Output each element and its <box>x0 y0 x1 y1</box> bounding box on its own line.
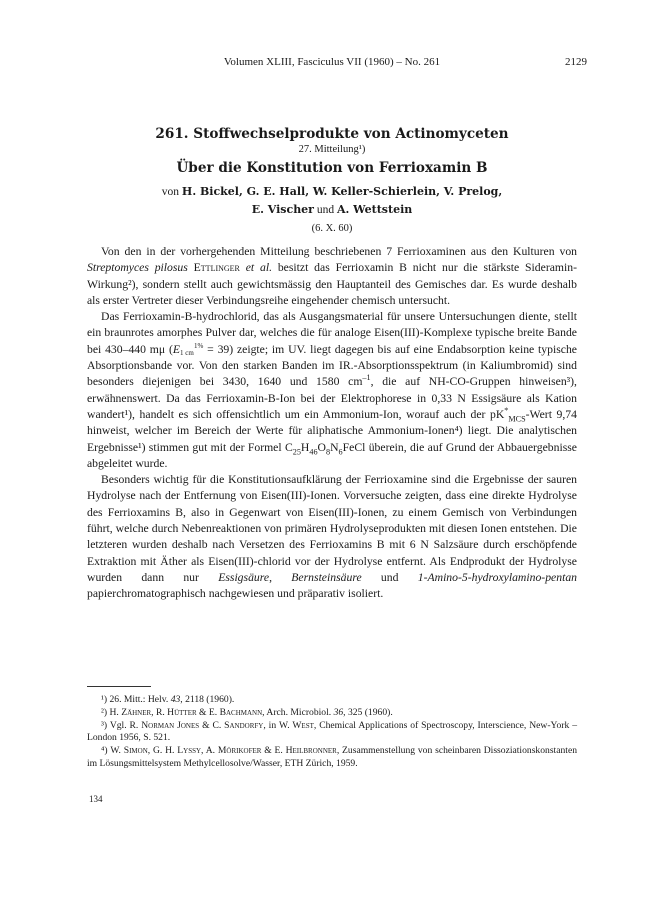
footnote-1 <box>87 694 577 707</box>
p2-text-a: Das Ferrioxamin-B-hydrochlorid, das als Ausgangsmaterial für unsere Untersuchungen diente, stellt ein braunrotes amorphes Pulver dar, welches die für analoge Eisen(III)-Komplexe typische breite Bande bei 430–440 mμ ( <box>87 310 577 356</box>
fn1-volume: 43 <box>170 694 181 705</box>
authors-prefix: von <box>161 186 180 198</box>
footnote-2 <box>87 707 577 720</box>
paragraph-1 <box>87 244 577 309</box>
product-succinic-acid: Bernsteinsäure <box>291 570 362 584</box>
formula-o: O <box>317 440 326 454</box>
formula-h: H <box>300 440 310 454</box>
p1-text-a: Von den in der vorhergehenden Mitteilung beschriebenen 7 Ferrioxaminen aus den Kulturen von <box>101 245 577 258</box>
running-head: Volumen XLIII, Fasciculus VII (1960) – No. 261 <box>223 56 441 68</box>
formula-c-count: 25 <box>292 446 301 456</box>
footnote-mark: ¹) <box>101 694 108 705</box>
formula-h-count: 46 <box>309 446 318 456</box>
authors-line-2 <box>87 201 577 219</box>
fn1-text-a: 26. Mitt.: Helv. <box>109 694 171 705</box>
pk-asterisk: * <box>504 406 509 416</box>
formula-n-count: 6 <box>338 446 343 456</box>
paragraph-2 <box>87 309 577 472</box>
body-text <box>87 244 577 603</box>
formula-rest: FeCl <box>342 440 366 454</box>
extinction-sup: 1% <box>194 342 204 351</box>
p3-text-b: , <box>269 570 292 584</box>
signature-mark: 134 <box>89 794 103 804</box>
authors-names-1: H. Bickel, G. E. Hall, W. Keller-Schierlein, V. Prelog, <box>181 185 503 198</box>
fn3-text-c: , Chemical Applications of Spectroscopy, Interscience, New-York – London 1956, S. 521. <box>87 719 577 744</box>
page <box>87 0 587 912</box>
p1-text-d: besitzt das Ferrioxamin B nicht nur die stärkste Sideramin-Wirkung²), sondern stellt auch gewichtsmässig den Hauptanteil des Gemisches dar. Es wurde deshalb als erster Vertreter dieser Verbindungsreihe eingehender chemisch untersucht. <box>87 261 577 307</box>
pk-subscript: MCS <box>508 414 526 424</box>
fn1-text-b: , 2118 (1960). <box>180 694 235 705</box>
p2-text-d: -Wert 9,74 hinweist, welcher im Bereich der Werte für aliphatische Ammonium-Ionen⁴) liegt. Die analytischen Ergebnisse¹) stimmen gut mit der Formel C <box>87 407 577 454</box>
p3-text-d: papierchromatographisch nachgewiesen und präparativ isoliert. <box>87 587 384 601</box>
extinction-symbol: E <box>172 342 181 356</box>
page-number: 2129 <box>565 56 587 68</box>
footnotes <box>87 694 577 771</box>
formula-o-count: 8 <box>326 446 331 456</box>
authors-line-1 <box>87 183 577 201</box>
footnote-3 <box>87 720 577 746</box>
title-block <box>87 125 577 234</box>
p2-text-e: überein, die auf Grund der Abbauergebnisse abgeleitet wurde. <box>87 440 577 470</box>
product-aminopentane: 1-Amino-5-hydroxylamino-pentan <box>417 570 578 584</box>
fn3-text-b: , in <box>263 719 280 731</box>
product-acetic-acid: Essigsäure <box>218 570 270 584</box>
fn2-volume: 36 <box>333 706 344 718</box>
authors-name-wettstein: A. Wettstein <box>336 203 413 216</box>
footnote-mark: ⁴) <box>101 745 108 757</box>
series-note: 27. Mitteilung¹) <box>298 144 366 155</box>
footnote-rule <box>87 686 151 687</box>
wavenumber-exponent: –1 <box>362 373 371 383</box>
extinction-indices <box>180 343 203 357</box>
fn2-text-a: , Arch. Microbiol. <box>262 706 334 718</box>
fn4-text-a: , Zusammenstellung von scheinbaren Dissoziationskonstanten im Lösungsmittelsystem Methylcellosolve/Wasser, ETH Zürich, 1959. <box>87 745 577 769</box>
p3-text-c: und <box>361 570 418 584</box>
authors-und: und <box>316 204 335 216</box>
p2-text-c: , die auf NH-CO-Gruppen hinweisen³), erwähnenswert. Da das Ferrioxamin-B-Ion bei der Elektrophorese in 0,33 N Essigsäure als Kation wandert¹), handelt es sich offensichtlich um ein Ammonium-Ion, worauf auch der pK <box>87 375 577 421</box>
paragraph-3 <box>87 472 577 602</box>
footnote-4 <box>87 745 577 771</box>
fn3-authors: R. Norman Jones & C. Sandorfy <box>129 719 264 731</box>
footnote-mark: ³) <box>101 719 108 731</box>
cited-author: Ettlinger <box>193 261 240 275</box>
p3-text-a: Besonders wichtig für die Konstitutionsaufklärung der Ferrioxamine sind die Ergebnisse der sauren Hydrolyse nach der Entfernung von Eisen(III)-Ionen. Vorversuche zeigten, dass eine direkte Hydrolyse des Ferrioxamins B, also in Gegenwart von Eisen(III)-Ionen, zu einem Gemisch von Verbindungen führt, welche durch Nebenreaktionen von primären Hydrolyseprodukten mit diesen Ionen entstehen. Die letzteren wurden deshalb nach Versetzen des Ferrioxamins B mit 6 N Salzsäure durch erschöpfende Extraktion mit Äther als Eisen(III)-chlorid vor der Hydrolyse entfernt. Als Endprodukt der Hydrolyse wurden dann nur <box>87 473 577 584</box>
fn2-text-b: , 325 (1960). <box>343 706 393 718</box>
fn3-text-a: Vgl. <box>109 719 130 731</box>
species-name: Streptomyces pilosus <box>87 261 188 275</box>
article-subtitle: Über die Konstitution von Ferrioxamin B <box>176 160 488 176</box>
fn2-authors: H. Zähner, R. Hütter & E. Bachmann <box>109 706 263 718</box>
formula-n: N <box>330 440 339 454</box>
et-al: et al. <box>245 261 273 275</box>
fn3-editor: W. West <box>279 719 314 731</box>
p2-text-b: = 39) zeigte; im UV. liegt dagegen bis auf eine Endabsorption keine typische Absorptionsbande vor. Von den starken Banden im IR.-Absorptionsspektrum (in Kaliumbromid) sind besonders diejenigen bei 3430, 1640 und 1580 cm <box>87 342 577 389</box>
received-date: (6. X. 60) <box>311 223 353 234</box>
fn4-authors: W. Simon, G. H. Lyssy, A. Mörikofer & E. Heilbronner <box>110 745 337 757</box>
authors-name-vischer: E. Vischer <box>251 203 314 216</box>
footnote-mark: ²) <box>101 706 108 718</box>
article-title: 261. Stoffwechselprodukte von Actinomyceten <box>155 126 509 142</box>
extinction-sub: 1 cm <box>180 349 194 358</box>
